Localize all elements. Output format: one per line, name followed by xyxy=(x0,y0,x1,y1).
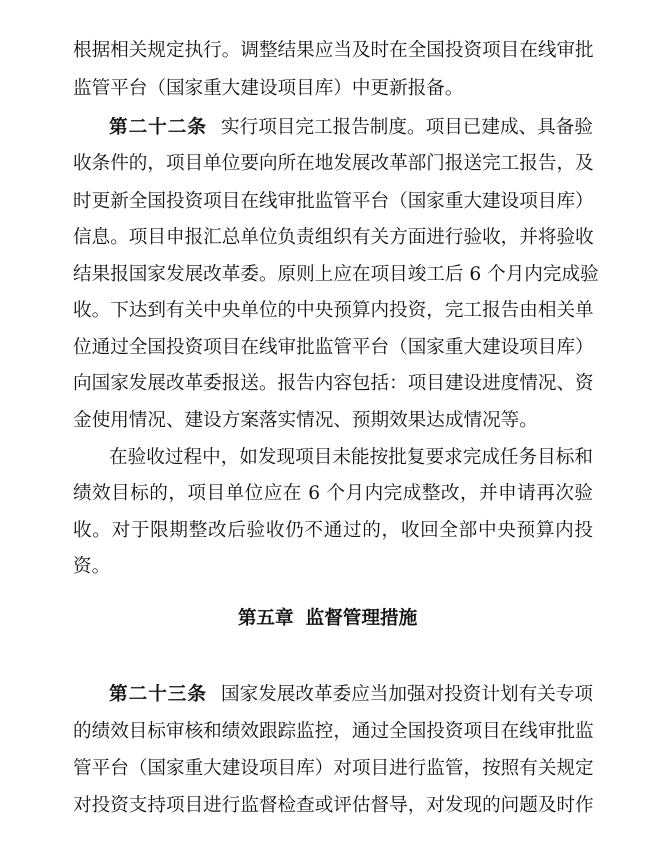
body-text-line: 的绩效目标审核和绩效跟踪监控，通过全国投资项目在线审批监 xyxy=(73,721,594,742)
body-text-line: 绩效目标的，项目单位应在 6 个月内完成整改，并申请再次验 xyxy=(73,483,593,504)
body-text-line: 收。下达到有关中央单位的中央预算内投资，完工报告由相关单 xyxy=(73,300,594,321)
article-23-first-line xyxy=(109,682,593,708)
body-text-line: 位通过全国投资项目在线审批监管平台（国家重大建设项目库） xyxy=(73,337,594,358)
body-text-line: 监管平台（国家重大建设项目库）中更新报备。 xyxy=(73,78,464,99)
body-text-line: 在验收过程中，如发现项目未能按批复要求完成任务目标和 xyxy=(109,447,593,468)
body-text-line: 向国家发展改革委报送。报告内容包括：项目建设进度情况、资 xyxy=(73,373,594,394)
body-text-line: 资。 xyxy=(73,556,111,577)
article-22-text: 实行项目完工报告制度。项目已建成、具备验 xyxy=(221,117,593,138)
body-text-line: 对投资支持项目进行监督检查或评估督导，对发现的问题及时作 xyxy=(73,795,594,816)
article-22-first-line xyxy=(109,115,593,141)
article-23-label: 第二十三条 xyxy=(109,684,207,705)
body-text-line: 根据相关规定执行。调整结果应当及时在全国投资项目在线审批 xyxy=(73,40,594,61)
body-text-line: 收。对于限期整改后验收仍不通过的，收回全部中央预算内投 xyxy=(73,520,593,541)
chapter-number: 第五章 xyxy=(237,608,294,629)
body-text-line: 时更新全国投资项目在线审批监管平台（国家重大建设项目库） xyxy=(73,191,594,212)
body-text-line: 结果报国家发展改革委。原则上应在项目竣工后 6 个月内完成验 xyxy=(73,264,599,285)
article-22-label: 第二十二条 xyxy=(109,117,207,138)
chapter-title: 监督管理措施 xyxy=(305,608,418,629)
body-text-line: 管平台（国家重大建设项目库）对项目进行监管，按照有关规定 xyxy=(73,758,594,779)
body-text-line: 信息。项目申报汇总单位负责组织有关方面进行验收，并将验收 xyxy=(73,227,594,248)
body-text-line: 收条件的，项目单位要向所在地发展改革部门报送完工报告，及 xyxy=(73,153,594,174)
body-text-line: 金使用情况、建设方案落实情况、预期效果达成情况等。 xyxy=(73,410,538,431)
article-23-text: 国家发展改革委应当加强对投资计划有关专项 xyxy=(221,684,593,705)
chapter-heading xyxy=(0,606,655,632)
